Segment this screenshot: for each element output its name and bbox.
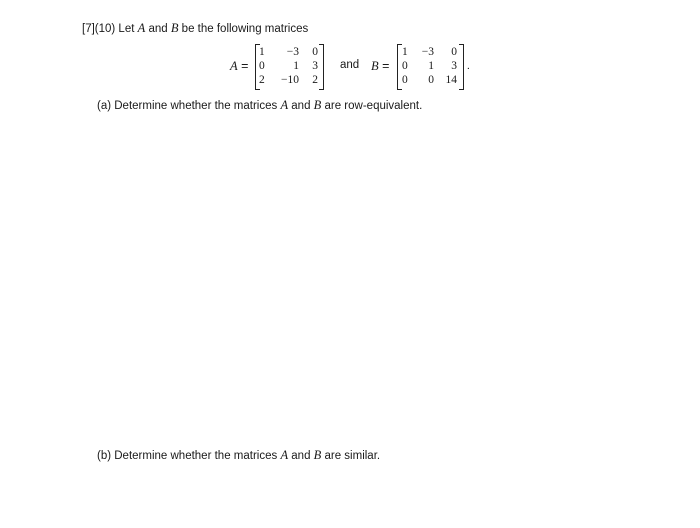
part-a-var-b: B	[313, 98, 322, 112]
matrix-a-cell-r3c1: 2	[259, 74, 265, 86]
problem-suffix: be the following matrices	[178, 23, 309, 35]
part-b-var-a: A	[280, 448, 289, 462]
problem-prefix: [7](10) Let	[82, 23, 138, 35]
problem-var-b: B	[170, 21, 179, 35]
matrix-b-cell-r3c3: 14	[445, 74, 457, 86]
matrix-a-cell-r1c3: 0	[312, 46, 318, 58]
problem-var-a: A	[137, 21, 146, 35]
problem-statement	[82, 21, 308, 36]
part-b-question	[97, 448, 380, 463]
matrix-b-cell-r2c3: 3	[451, 60, 457, 72]
connector-and: and	[340, 59, 360, 71]
matrix-b-cell-r2c1: 0	[402, 60, 408, 72]
matrix-b-cell-r1c1: 1	[402, 46, 408, 58]
matrix-a	[255, 44, 324, 90]
matrix-a-equals: =	[241, 59, 249, 73]
matrix-a-cell-r3c2: −10	[281, 74, 299, 86]
matrix-a-name: A	[230, 59, 238, 73]
matrix-a-right-bracket	[319, 44, 324, 90]
problem-mid: and	[145, 23, 171, 35]
part-a-mid: and	[288, 100, 314, 112]
part-b-prefix: (b) Determine whether the matrices	[97, 450, 281, 462]
matrix-b-cell-r1c3: 0	[451, 46, 457, 58]
matrix-a-cell-r2c2: 1	[293, 60, 299, 72]
matrix-b-cell-r1c2: −3	[421, 46, 434, 58]
matrix-a-cell-r1c2: −3	[286, 46, 299, 58]
matrix-b	[397, 44, 464, 90]
matrix-b-label	[371, 59, 389, 74]
part-b-var-b: B	[313, 448, 322, 462]
matrix-b-equals: =	[382, 59, 390, 73]
part-a-var-a: A	[280, 98, 289, 112]
matrix-a-cell-r1c1: 1	[259, 46, 265, 58]
part-a-prefix: (a) Determine whether the matrices	[97, 100, 281, 112]
matrix-a-cell-r2c3: 3	[312, 60, 318, 72]
matrix-b-name: B	[371, 59, 379, 73]
part-b-mid: and	[288, 450, 314, 462]
part-a-suffix: are row-equivalent.	[321, 100, 423, 112]
matrix-b-cell-r3c2: 0	[428, 74, 434, 86]
matrix-b-right-bracket	[459, 44, 464, 90]
part-a-question	[97, 98, 422, 113]
part-b-suffix: are similar.	[321, 450, 381, 462]
matrix-a-cell-r3c3: 2	[312, 74, 318, 86]
matrix-a-label	[230, 59, 248, 74]
matrix-b-cell-r2c2: 1	[428, 60, 434, 72]
matrix-a-cell-r2c1: 0	[259, 60, 265, 72]
equation-period: .	[467, 60, 470, 72]
matrix-b-cell-r3c1: 0	[402, 74, 408, 86]
